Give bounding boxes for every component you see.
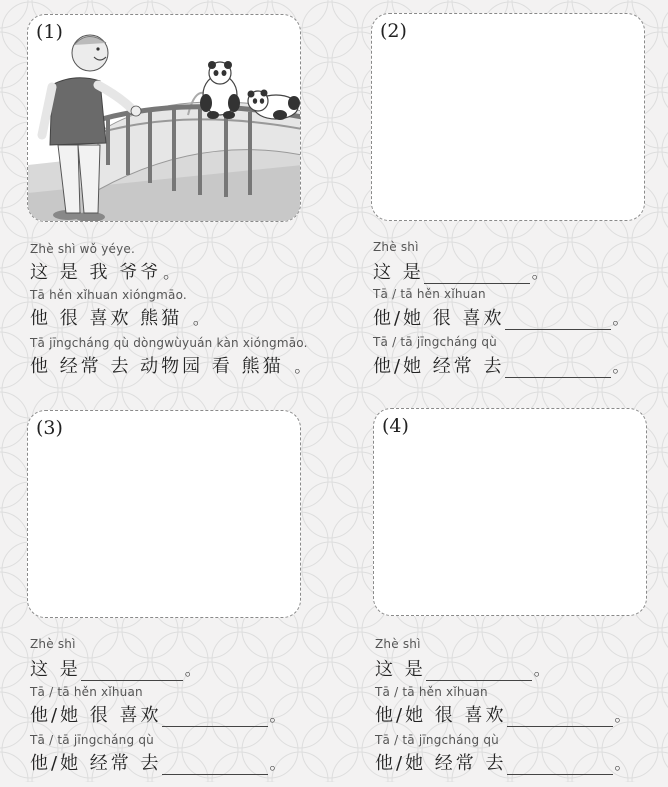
pinyin-line-2: Tā / tā hěn xǐhuan bbox=[373, 287, 486, 301]
pinyin-line-1: Zhè shì bbox=[373, 240, 419, 254]
hanzi-text: 这 是 bbox=[375, 659, 426, 680]
sentence-block-4 bbox=[375, 637, 668, 787]
full-stop: 。 bbox=[614, 706, 634, 725]
sentence-block-2 bbox=[373, 240, 668, 390]
pinyin-line-3: Tā / tā jīngcháng qù bbox=[375, 733, 499, 747]
full-stop: 。 bbox=[531, 263, 551, 282]
hanzi-text: 他 经常 去 动物园 看 熊猫 bbox=[30, 356, 293, 377]
panel-2-drawing-area[interactable] bbox=[371, 13, 645, 221]
pinyin-line-1: Zhè shì wǒ yéye. bbox=[30, 242, 135, 256]
panel-4-drawing-area[interactable] bbox=[373, 408, 647, 616]
panel-1 bbox=[27, 14, 301, 222]
hanzi-line-2 bbox=[373, 304, 632, 330]
answer-blank[interactable] bbox=[507, 712, 613, 727]
grandpa-panda-illustration bbox=[28, 15, 301, 222]
pinyin-line-1: Zhè shì bbox=[375, 637, 421, 651]
pinyin-line-2: Tā / tā hěn xǐhuan bbox=[375, 685, 488, 699]
full-stop: 。 bbox=[294, 357, 314, 376]
hanzi-line-1 bbox=[373, 258, 551, 284]
hanzi-text: 这 是 我 爷爷 bbox=[30, 262, 162, 283]
hanzi-text: 他/她 经常 去 bbox=[30, 753, 162, 774]
hanzi-line-2 bbox=[30, 304, 212, 330]
answer-blank[interactable] bbox=[505, 315, 611, 330]
full-stop: 。 bbox=[163, 263, 183, 282]
answer-blank[interactable] bbox=[162, 760, 268, 775]
answer-blank[interactable] bbox=[162, 712, 268, 727]
answer-blank[interactable] bbox=[505, 363, 611, 378]
pinyin-line-2: Tā hěn xǐhuan xióngmāo. bbox=[30, 288, 187, 302]
panel-number: (3) bbox=[36, 417, 63, 439]
pinyin-line-3: Tā jīngcháng qù dòngwùyuán kàn xióngmāo. bbox=[30, 336, 308, 350]
panel-number: (2) bbox=[380, 20, 407, 42]
full-stop: 。 bbox=[533, 660, 553, 679]
hanzi-line-1 bbox=[30, 258, 182, 284]
panel-number: (4) bbox=[382, 415, 409, 437]
sentence-block-1 bbox=[30, 242, 330, 392]
answer-blank[interactable] bbox=[426, 666, 532, 681]
answer-blank[interactable] bbox=[81, 666, 183, 681]
pinyin-line-3: Tā / tā jīngcháng qù bbox=[30, 733, 154, 747]
hanzi-line-1 bbox=[30, 655, 204, 681]
hanzi-line-3 bbox=[375, 749, 634, 775]
hanzi-line-2 bbox=[375, 701, 634, 727]
pinyin-line-1: Zhè shì bbox=[30, 637, 76, 651]
panel-number: (1) bbox=[36, 21, 63, 43]
hanzi-line-3 bbox=[373, 352, 632, 378]
full-stop: 。 bbox=[184, 660, 204, 679]
hanzi-line-2 bbox=[30, 701, 289, 727]
pinyin-line-3: Tā / tā jīngcháng qù bbox=[373, 335, 497, 349]
pinyin-line-2: Tā / tā hěn xǐhuan bbox=[30, 685, 143, 699]
full-stop: 。 bbox=[269, 706, 289, 725]
full-stop: 。 bbox=[192, 309, 212, 328]
sentence-block-3 bbox=[30, 637, 330, 787]
answer-blank[interactable] bbox=[507, 760, 613, 775]
hanzi-text: 他/她 很 喜欢 bbox=[373, 308, 505, 329]
full-stop: 。 bbox=[612, 357, 632, 376]
hanzi-line-3 bbox=[30, 352, 313, 378]
hanzi-line-1 bbox=[375, 655, 553, 681]
full-stop: 。 bbox=[614, 754, 634, 773]
hanzi-text: 这 是 bbox=[373, 262, 424, 283]
hanzi-text: 他/她 经常 去 bbox=[375, 753, 507, 774]
hanzi-text: 这 是 bbox=[30, 659, 81, 680]
panel-3-drawing-area[interactable] bbox=[27, 410, 301, 618]
full-stop: 。 bbox=[269, 754, 289, 773]
hanzi-text: 他/她 很 喜欢 bbox=[30, 705, 162, 726]
hanzi-text: 他/她 经常 去 bbox=[373, 356, 505, 377]
hanzi-line-3 bbox=[30, 749, 289, 775]
answer-blank[interactable] bbox=[424, 269, 530, 284]
full-stop: 。 bbox=[612, 309, 632, 328]
hanzi-text: 他 很 喜欢 熊猫 bbox=[30, 308, 191, 329]
hanzi-text: 他/她 很 喜欢 bbox=[375, 705, 507, 726]
